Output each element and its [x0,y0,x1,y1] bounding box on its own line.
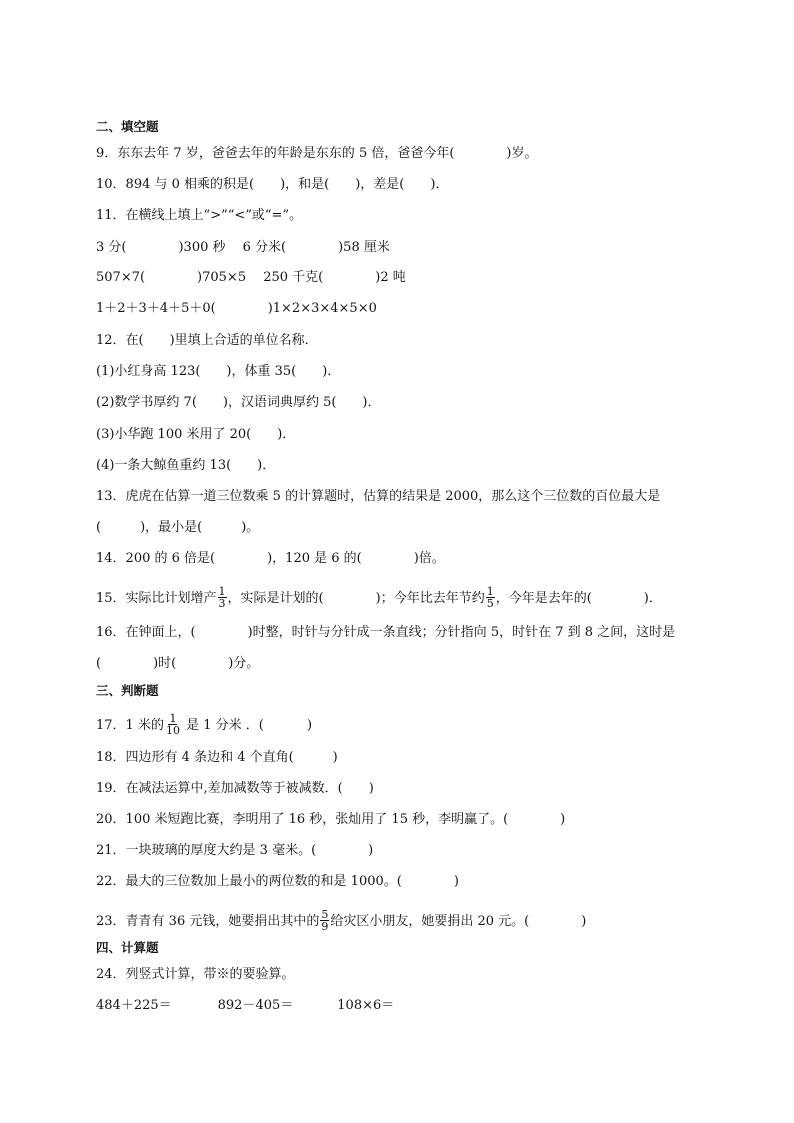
section-heading-calc: 四、计算题 [96,940,159,955]
question-19: 19．在减法运算中,差加减数等于被减数．( ) [96,781,374,796]
question-11: 11．在横线上填上“>”“<”或“=”。 [96,208,303,223]
question-13-line-1: 13．虎虎在估算一道三位数乘 5 的计算题时，估算的结果是 2000，那么这个三位数的百位最大是 [96,489,661,504]
question-11-row-1: 3 分( )300 秒 6 分米( )58 厘米 [96,240,390,255]
question-11-row-3: 1＋2＋3＋4＋5＋0( )1×2×3×4×5×0 [96,301,377,316]
fraction-five-ninths: $\frac{5}{9}$ [321,908,329,933]
question-20: 20．100 米短跑比赛，李明用了 16 秒，张灿用了 15 秒，李明赢了。( ) [96,812,566,827]
question-15-part-1: 15．实际比计划增产 [96,591,217,606]
question-23-part-1: 23．青青有 36 元钱，她要捐出其中的 [96,914,320,929]
question-12-item-4: (4)一条大鲸鱼重约 13( )． [96,458,276,473]
question-14: 14．200 的 6 倍是( )，120 是 6 的( )倍。 [96,551,445,566]
question-12-item-2: (2)数学书厚约 7( )，汉语词典厚约 5( )． [96,395,381,410]
question-22: 22．最大的三位数加上最小的两位数的和是 1000。( ) [96,874,459,889]
fraction-one-third: $\frac{1}{3}$ [218,585,226,610]
question-21: 21．一块玻璃的厚度大约是 3 毫米。( ) [96,843,374,858]
question-24-expressions [96,998,394,1014]
question-13-line-2: ( )，最小是( )。 [96,520,260,535]
calc-expression-3: 108×6＝ [337,998,395,1013]
question-23-part-2: 给灾区小朋友，她要捐出 20 元。( ) [330,914,587,929]
section-heading-fill-blank: 二、填空题 [96,119,159,134]
question-16-line-2: ( )时( )分。 [96,656,260,671]
question-9: 9．东东去年 7 岁，爸爸去年的年龄是东东的 5 倍，爸爸今年( )岁。 [96,146,538,161]
question-17-part-1: 17．1 米的 [96,718,164,733]
question-23 [96,910,586,933]
question-17-part-2: 是 1 分米 ．( ) [181,718,313,733]
question-16-line-1: 16．在钟面上，( )时整，时针与分针成一条直线；分针指向 5，时针在 7 到 8 之间，这时是 [96,625,676,640]
question-15-part-2: ，实际是计划的( )；今年比去年节约 [227,591,485,606]
question-12: 12．在( )里填上合适的单位名称． [96,333,318,348]
question-12-item-3: (3)小华跑 100 米用了 20( )． [96,427,296,442]
fraction-one-tenth: $\frac{1}{10}$ [165,712,180,737]
calc-expression-1: 484＋225＝ [96,998,172,1013]
question-10: 10．894 与 0 相乘的积是( )，和是( )，差是( )． [96,177,449,192]
question-18: 18．四边形有 4 条边和 4 个直角( ) [96,750,338,765]
question-12-item-1: (1)小红身高 123( )，体重 35( )． [96,364,341,379]
calc-expression-2: 892－405＝ [217,998,294,1013]
question-15 [96,587,662,610]
section-heading-judge: 三、判断题 [96,683,159,698]
question-24: 24．列竖式计算，带※的要验算。 [96,967,295,982]
question-17 [96,714,312,737]
question-15-part-3: ，今年是去年的( )． [495,591,662,606]
fraction-one-fifth: $\frac{1}{5}$ [486,585,494,610]
question-11-row-2: 507×7( )705×5 250 千克( )2 吨 [96,270,406,285]
